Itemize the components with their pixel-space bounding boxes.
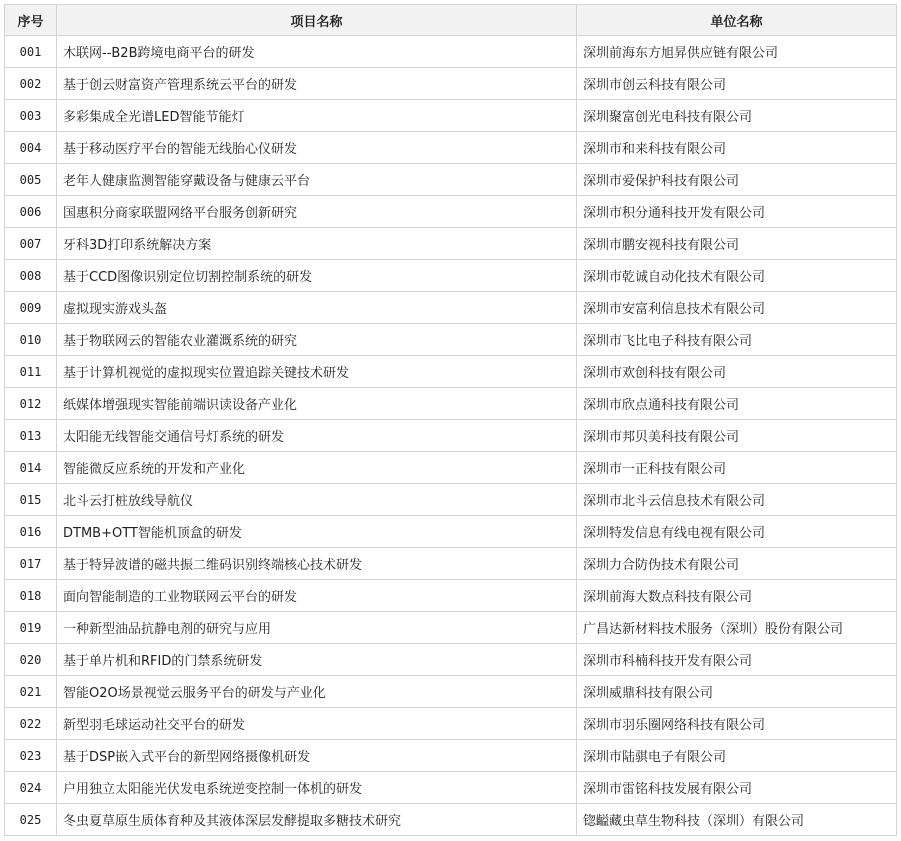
cell-project: 新型羽毛球运动社交平台的研发 xyxy=(57,708,577,740)
cell-no: 004 xyxy=(5,132,57,164)
cell-org: 深圳市鹏安视科技有限公司 xyxy=(577,228,897,260)
cell-project: 一种新型油品抗静电剂的研究与应用 xyxy=(57,612,577,644)
cell-no: 012 xyxy=(5,388,57,420)
table-row xyxy=(5,68,897,100)
cell-no: 014 xyxy=(5,452,57,484)
cell-project: 基于移动医疗平台的智能无线胎心仪研发 xyxy=(57,132,577,164)
cell-no: 019 xyxy=(5,612,57,644)
table-row xyxy=(5,324,897,356)
cell-no: 009 xyxy=(5,292,57,324)
table-row xyxy=(5,452,897,484)
table-row xyxy=(5,676,897,708)
cell-org: 深圳市北斗云信息技术有限公司 xyxy=(577,484,897,516)
cell-org: 深圳前海东方旭昇供应链有限公司 xyxy=(577,36,897,68)
table-row xyxy=(5,644,897,676)
header-row xyxy=(5,5,897,36)
cell-project: 纸媒体增强现实智能前端识读设备产业化 xyxy=(57,388,577,420)
cell-no: 011 xyxy=(5,356,57,388)
table-row xyxy=(5,612,897,644)
cell-no: 022 xyxy=(5,708,57,740)
cell-project: 北斗云打桩放线导航仪 xyxy=(57,484,577,516)
cell-project: 国惠积分商家联盟网络平台服务创新研究 xyxy=(57,196,577,228)
table-row xyxy=(5,36,897,68)
cell-org: 深圳市飞比电子科技有限公司 xyxy=(577,324,897,356)
cell-project: 智能O2O场景视觉云服务平台的研发与产业化 xyxy=(57,676,577,708)
cell-no: 025 xyxy=(5,804,57,836)
cell-org: 深圳聚富创光电科技有限公司 xyxy=(577,100,897,132)
cell-no: 020 xyxy=(5,644,57,676)
table-header xyxy=(5,5,897,36)
cell-project: 虚拟现实游戏头盔 xyxy=(57,292,577,324)
table-row xyxy=(5,420,897,452)
table-row xyxy=(5,292,897,324)
cell-project: 基于CCD图像识别定位切割控制系统的研发 xyxy=(57,260,577,292)
cell-org: 深圳市和来科技有限公司 xyxy=(577,132,897,164)
cell-no: 005 xyxy=(5,164,57,196)
cell-project: 基于特异波谱的磁共振二维码识别终端核心技术研发 xyxy=(57,548,577,580)
table-row xyxy=(5,164,897,196)
cell-org: 深圳市欢创科技有限公司 xyxy=(577,356,897,388)
cell-no: 007 xyxy=(5,228,57,260)
cell-no: 024 xyxy=(5,772,57,804)
cell-no: 003 xyxy=(5,100,57,132)
cell-org: 深圳力合防伪技术有限公司 xyxy=(577,548,897,580)
table-body xyxy=(5,36,897,836)
table-row xyxy=(5,132,897,164)
cell-project: 面向智能制造的工业物联网云平台的研发 xyxy=(57,580,577,612)
table-row xyxy=(5,356,897,388)
cell-org: 深圳市科楠科技开发有限公司 xyxy=(577,644,897,676)
header-org: 单位名称 xyxy=(577,5,897,36)
cell-no: 016 xyxy=(5,516,57,548)
cell-org: 深圳市一正科技有限公司 xyxy=(577,452,897,484)
table-row xyxy=(5,228,897,260)
cell-project: 基于单片机和RFID的门禁系统研发 xyxy=(57,644,577,676)
cell-project: 老年人健康监测智能穿戴设备与健康云平台 xyxy=(57,164,577,196)
table-row xyxy=(5,740,897,772)
cell-no: 010 xyxy=(5,324,57,356)
cell-no: 015 xyxy=(5,484,57,516)
cell-no: 008 xyxy=(5,260,57,292)
table-row xyxy=(5,484,897,516)
cell-org: 深圳前海大数点科技有限公司 xyxy=(577,580,897,612)
cell-project: 太阳能无线智能交通信号灯系统的研发 xyxy=(57,420,577,452)
cell-project: 智能微反应系统的开发和产业化 xyxy=(57,452,577,484)
cell-project: 户用独立太阳能光伏发电系统逆变控制一体机的研发 xyxy=(57,772,577,804)
table-row xyxy=(5,100,897,132)
cell-project: 基于计算机视觉的虚拟现实位置追踪关键技术研发 xyxy=(57,356,577,388)
table-row xyxy=(5,708,897,740)
table-row xyxy=(5,516,897,548)
cell-project: DTMB+OTT智能机顶盒的研发 xyxy=(57,516,577,548)
cell-project: 牙科3D打印系统解决方案 xyxy=(57,228,577,260)
cell-project: 多彩集成全光谱LED智能节能灯 xyxy=(57,100,577,132)
cell-no: 001 xyxy=(5,36,57,68)
cell-org: 深圳市创云科技有限公司 xyxy=(577,68,897,100)
cell-org: 广昌达新材料技术服务（深圳）股份有限公司 xyxy=(577,612,897,644)
cell-no: 006 xyxy=(5,196,57,228)
cell-project: 木联网--B2B跨境电商平台的研发 xyxy=(57,36,577,68)
table-row xyxy=(5,260,897,292)
table-row xyxy=(5,196,897,228)
cell-no: 023 xyxy=(5,740,57,772)
cell-org: 深圳市乾诚自动化技术有限公司 xyxy=(577,260,897,292)
cell-project: 基于物联网云的智能农业灌溉系统的研究 xyxy=(57,324,577,356)
cell-org: 深圳特发信息有线电视有限公司 xyxy=(577,516,897,548)
cell-org: 深圳市陆骐电子有限公司 xyxy=(577,740,897,772)
project-table xyxy=(4,4,897,836)
cell-org: 深圳市欣点通科技有限公司 xyxy=(577,388,897,420)
cell-org: 锪齸藏虫草生物科技（深圳）有限公司 xyxy=(577,804,897,836)
header-no: 序号 xyxy=(5,5,57,36)
cell-project: 基于DSP嵌入式平台的新型网络摄像机研发 xyxy=(57,740,577,772)
cell-org: 深圳威鼎科技有限公司 xyxy=(577,676,897,708)
table-row xyxy=(5,772,897,804)
table-row xyxy=(5,388,897,420)
table-row xyxy=(5,804,897,836)
cell-org: 深圳市积分通科技开发有限公司 xyxy=(577,196,897,228)
header-project: 项目名称 xyxy=(57,5,577,36)
cell-no: 013 xyxy=(5,420,57,452)
table-row xyxy=(5,580,897,612)
cell-project: 基于创云财富资产管理系统云平台的研发 xyxy=(57,68,577,100)
cell-org: 深圳市爱保护科技有限公司 xyxy=(577,164,897,196)
cell-org: 深圳市羽乐圈网络科技有限公司 xyxy=(577,708,897,740)
table-row xyxy=(5,548,897,580)
cell-org: 深圳市雷铭科技发展有限公司 xyxy=(577,772,897,804)
cell-no: 018 xyxy=(5,580,57,612)
cell-project: 冬虫夏草原生质体育种及其液体深层发酵提取多糖技术研究 xyxy=(57,804,577,836)
cell-no: 002 xyxy=(5,68,57,100)
cell-org: 深圳市安富利信息技术有限公司 xyxy=(577,292,897,324)
cell-no: 017 xyxy=(5,548,57,580)
cell-org: 深圳市邦贝美科技有限公司 xyxy=(577,420,897,452)
cell-no: 021 xyxy=(5,676,57,708)
